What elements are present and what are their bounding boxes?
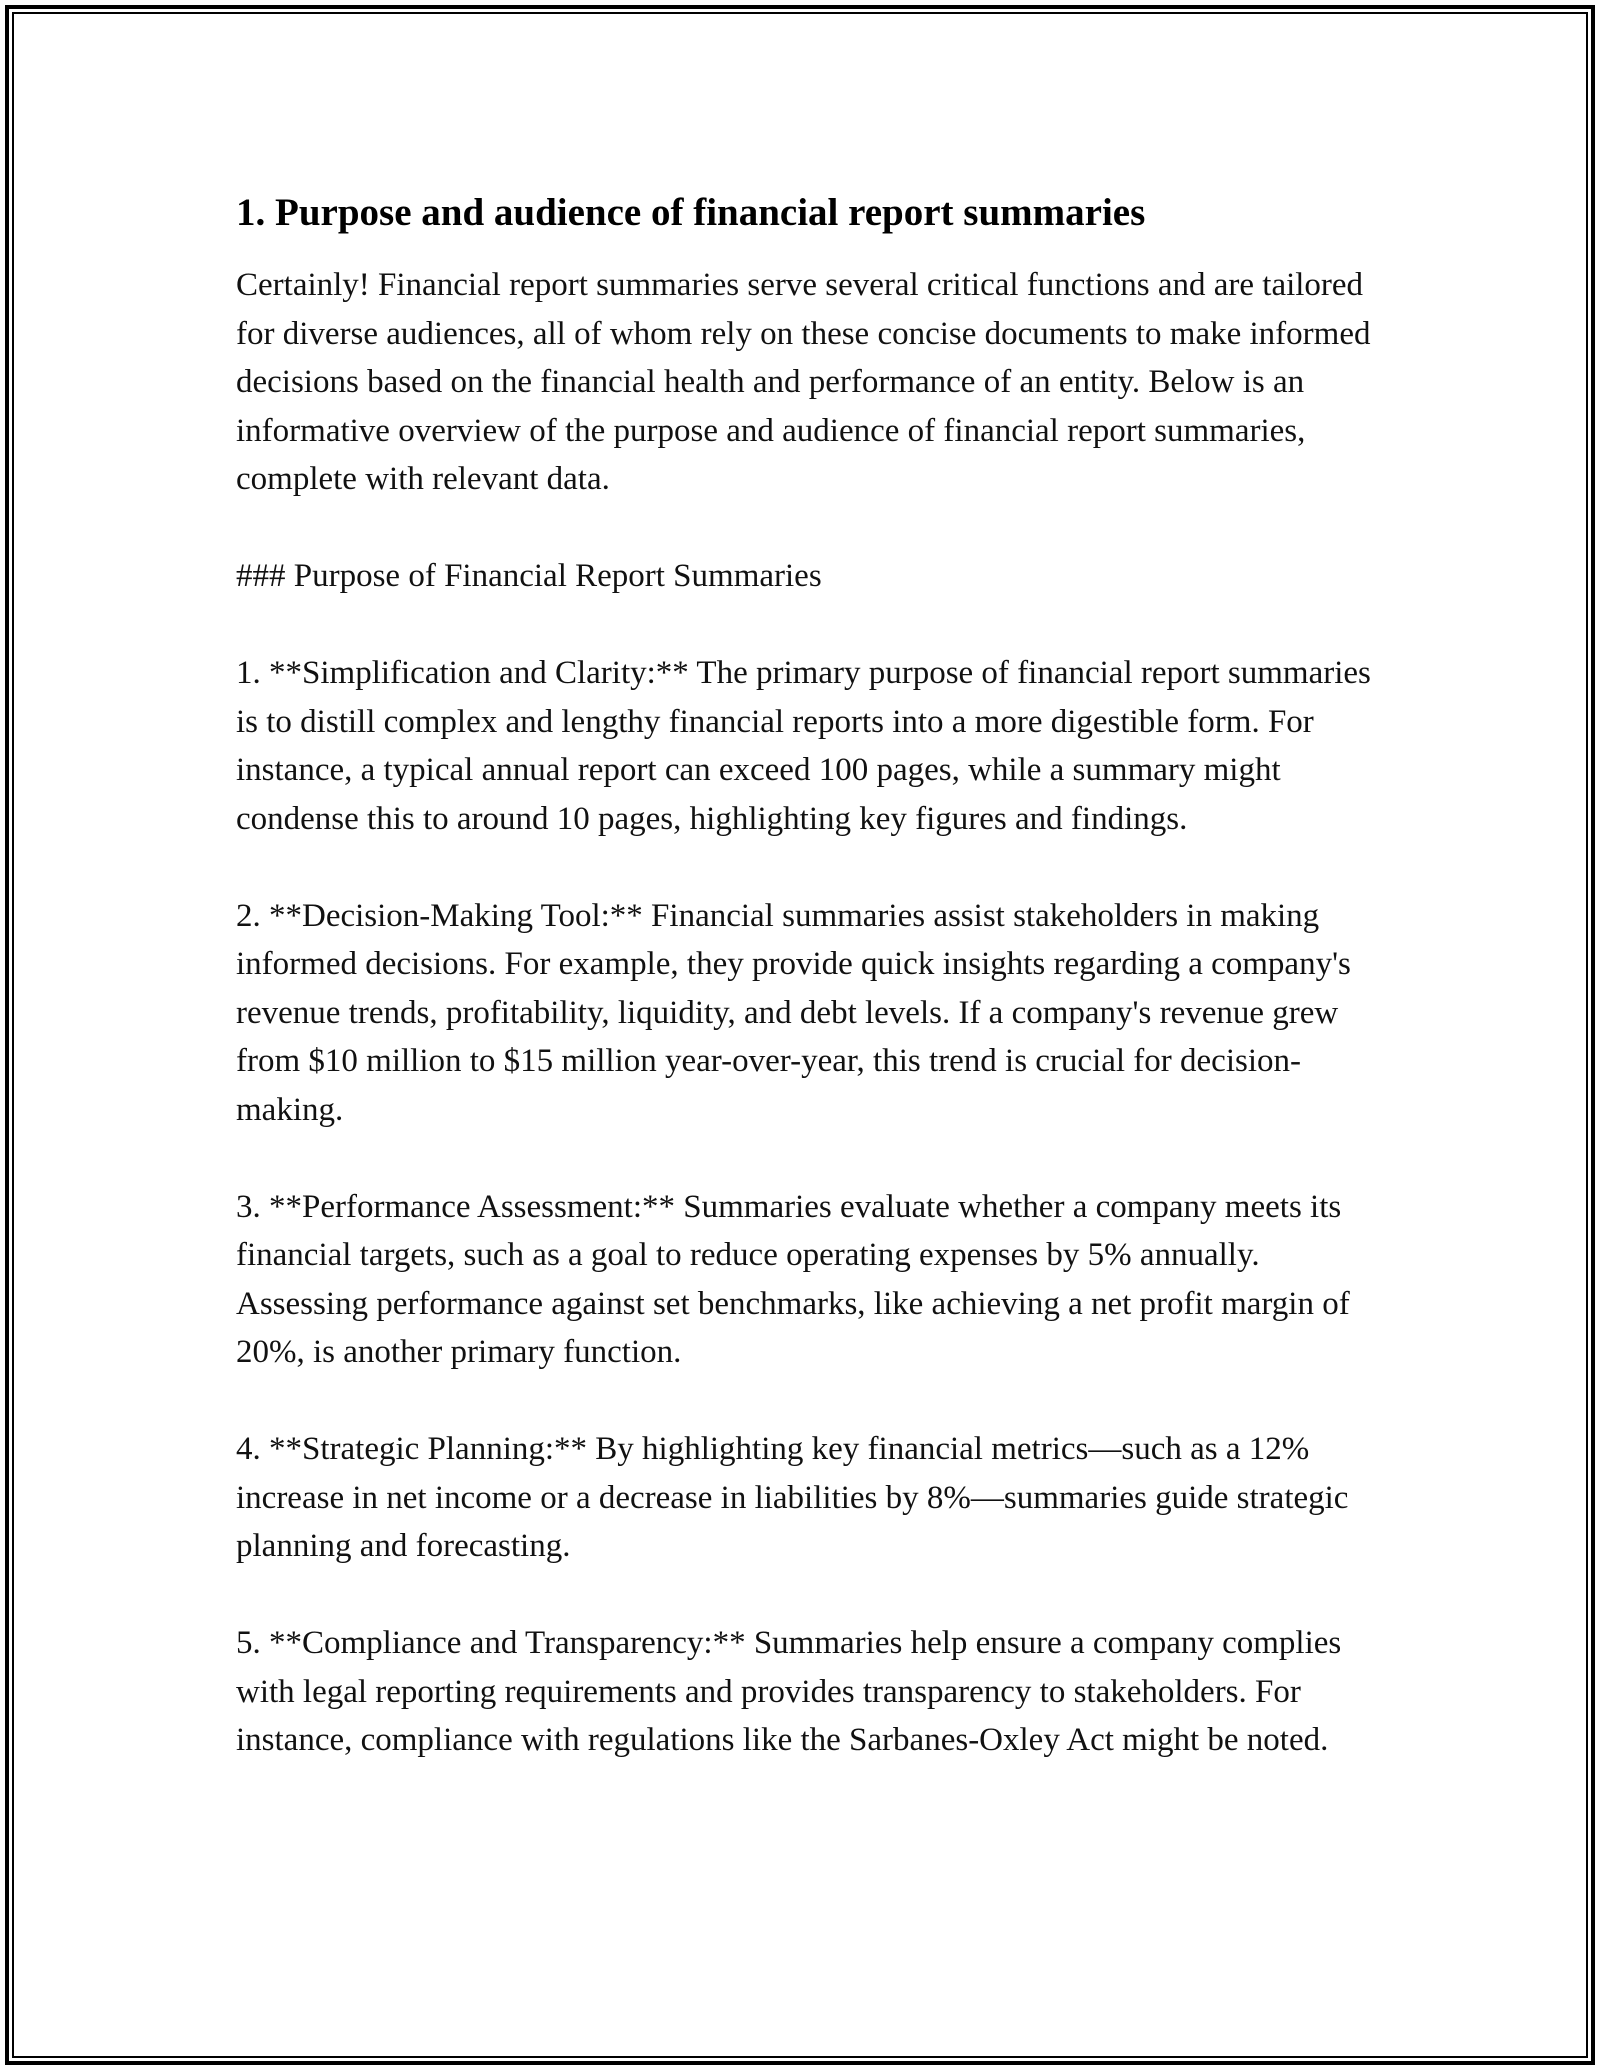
list-item-simplification: 1. **Simplification and Clarity:** The primary purpose of financial report summaries is to distill complex and lengthy financial reports into a more digestible form. For instance, a typical annual report can exceed 100 pages, while a summary might condense this to around 10 pages, highlighting key figures and findings. (236, 655, 1380, 837)
list-item-compliance: 5. **Compliance and Transparency:** Summaries help ensure a company complies with legal reporting requirements and provides transparency to stakeholders. For instance, compliance with regulations like the Sarbanes-Oxley Act might be noted. (236, 1625, 1350, 1758)
list-item-decision-making: 2. **Decision-Making Tool:** Financial summaries assist stakeholders in making informed decisions. For example, they provide quick insights regarding a company's revenue trends, profitability, liquidity, and debt levels. If a company's revenue grew from $10 million to $15 million year-over-year, this trend is crucial for decision-making. (236, 897, 1360, 1128)
section-title: 1. Purpose and audience of financial report summaries (236, 191, 1146, 234)
list-item-performance: 3. **Performance Assessment:** Summaries evaluate whether a company meets its financial targets, such as a goal to reduce operating expenses by 5% annually. Assessing performance against set benchmarks, like achieving a net profit margin of 20%, is another primary function. (236, 1188, 1358, 1370)
document-body (236, 185, 1380, 1765)
list-item-strategic-planning: 4. **Strategic Planning:** By highlighting key financial metrics—such as a 12% increase in net income or a decrease in liabilities by 8%—summaries guide strategic planning and forecasting. (236, 1431, 1357, 1564)
purpose-heading: ### Purpose of Financial Report Summaries (236, 558, 822, 594)
intro-paragraph: Certainly! Financial report summaries serve several critical functions and are tailored for diverse audiences, all of whom rely on these concise documents to make informed decisions based on the financial health and performance of an entity. Below is an informative overview of the purpose and audience of financial report summaries, complete with relevant data. (236, 267, 1379, 497)
